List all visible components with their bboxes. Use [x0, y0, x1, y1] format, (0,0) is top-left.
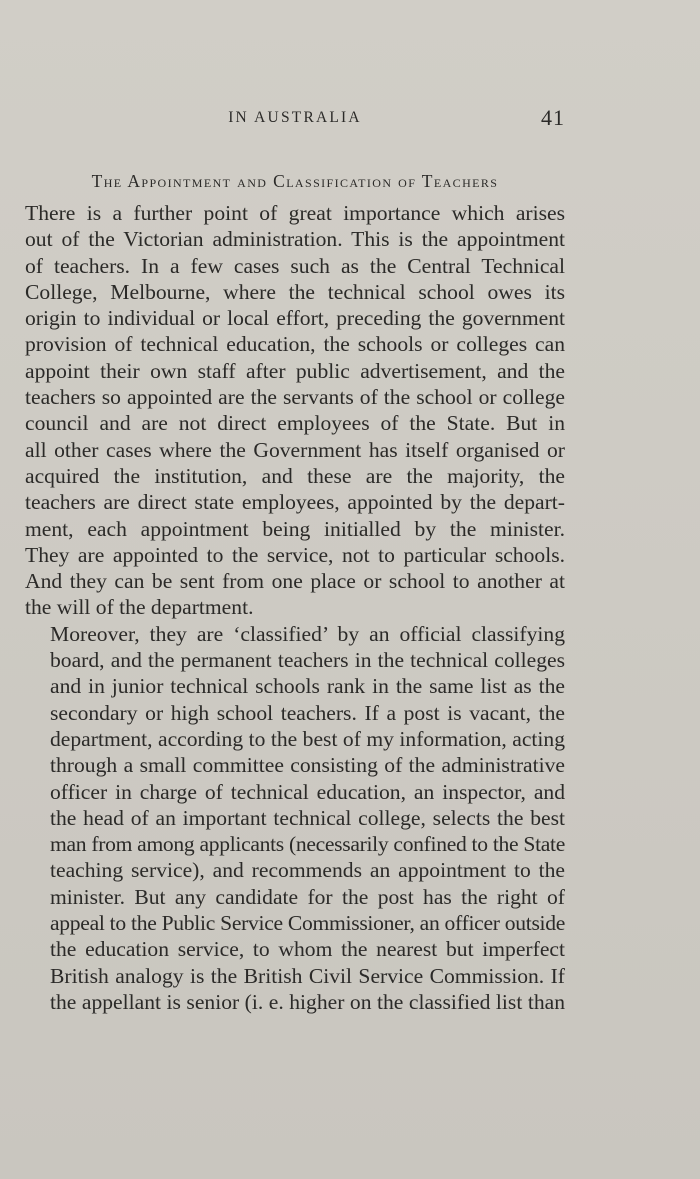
text-line: acquired the institution, and these are the majority, the [25, 463, 565, 488]
text-line: appoint their own staff after public advertisement, and the [25, 358, 565, 383]
text-line: Moreover, they are ‘classified’ by an official classifying [50, 621, 565, 646]
text-line: There is a further point of great importance which arises [25, 201, 565, 225]
text-line: College, Melbourne, where the technical school owes its [25, 279, 565, 304]
text-line: through a small committee consisting of the administrative [50, 753, 565, 778]
text-line: the head of an important technical college, selects the best [50, 805, 565, 830]
text-line: And they can be sent from one place or school to another at [25, 569, 565, 594]
text-line: secondary or high school teachers. If a post is vacant, the [50, 700, 565, 725]
text-line: teaching service), and recommends an appointment to the [50, 858, 565, 883]
paragraph-1 [25, 200, 565, 621]
text-line: and in junior technical schools rank in the same list as the [50, 674, 565, 699]
body-text [25, 200, 565, 1015]
paragraph-2 [25, 621, 565, 1015]
text-line: officer in charge of technical education, an inspector, and [50, 779, 565, 804]
text-line: the appellant is senior (i. e. higher on the classified list than [50, 989, 565, 1014]
book-page [25, 103, 565, 1015]
text-line: minister. But any candidate for the post has the right of [50, 884, 565, 909]
text-line: council and are not direct employees of the State. But in [25, 411, 565, 436]
text-line: teachers are direct state employees, appointed by the depart- [25, 490, 565, 515]
text-line: the will of the department. [25, 595, 254, 620]
section-heading: The Appointment and Classification of Teachers [91, 171, 499, 191]
text-line: They are appointed to the service, not to particular schools. [25, 542, 565, 567]
text-line: British analogy is the British Civil Service Commission. If [50, 963, 565, 988]
text-line: out of the Victorian administration. This is the appointment [25, 227, 565, 252]
page-number: 41 [541, 105, 565, 130]
running-head [25, 103, 565, 133]
text-line: provision of technical education, the schools or colleges can [25, 332, 565, 357]
text-line: ment, each appointment being initialled by the minister. [25, 516, 565, 541]
text-line: of teachers. In a few cases such as the Central Technical [25, 253, 565, 278]
running-title: IN AUSTRALIA [228, 109, 362, 126]
text-line: all other cases where the Government has itself organised or [25, 437, 565, 462]
text-line: man from among applicants (necessarily confined to the State [50, 832, 565, 857]
text-line: department, according to the best of my information, acting [50, 726, 565, 751]
text-line: board, and the permanent teachers in the technical colleges [50, 648, 565, 673]
text-line: teachers so appointed are the servants of the school or college [25, 385, 565, 410]
text-line: origin to individual or local effort, preceding the government [25, 306, 565, 331]
text-line: the education service, to whom the nearest but imperfect [50, 937, 565, 962]
text-line: appeal to the Public Service Commissioner, an officer outside [50, 911, 566, 936]
